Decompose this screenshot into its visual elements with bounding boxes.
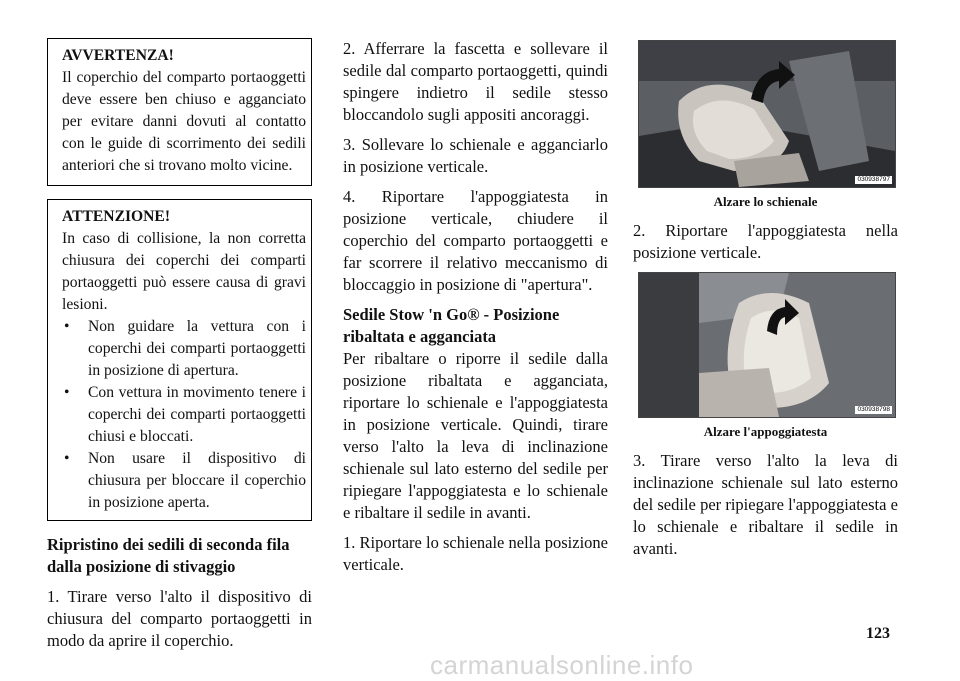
caution-bullet-list [62,316,306,514]
photo-raise-headrest [638,272,896,418]
caution-text: In caso di collisione, la non corretta chiusura dei coperchi dei comparti portaoggetti può essere causa di gravi lesioni. [62,230,306,313]
caution-box [47,199,312,521]
warning-text: Il coperchio del comparto portaoggetti deve essere ben chiuso e agganciato per evitare danni dovuti al contatto con le guide di scorrimento dei sedili anteriori che si trovano molto vicine. [62,69,306,174]
figure-caption-2: Alzare l'appoggiatesta [703,424,828,439]
photo-raise-seatback [638,40,896,188]
tumble-step-2: 2. Riportare l'appoggiatesta nella posizione verticale. [633,221,898,262]
figure-code: 030938797 [857,176,890,183]
caution-bullet: • Non usare il dispositivo di chiusura per bloccare il coperchio in posizione aperta. [62,448,306,514]
tumble-step-1: 1. Riportare lo schienale nella posizione verticale. [343,533,608,574]
warning-heading: AVVERTENZA! [62,47,174,64]
column-left [47,38,312,660]
restore-step-2: 2. Afferrare la fascetta e sollevare il sedile dal comparto portaoggetti, quindi spingere indietro il sedile stesso bloccandolo sugli appositi ancoraggi. [343,39,608,124]
figure-caption-1: Alzare lo schienale [713,194,818,209]
tumble-intro: Per ribaltare o riporre il sedile dalla posizione ribaltata e agganciata, riportare lo schienale e l'appoggiatesta in posizione verticale. Quindi, tirare verso l'alto la leva di inclinazione schienale sul lato esterno del sedile per ripiegare l'appoggiatesta e lo schienale e ribaltare il sedile in avanti. [343,349,608,522]
restore-step-3: 3. Sollevare lo schienale e agganciarlo in posizione verticale. [343,135,608,176]
section-title-restore: Ripristino dei sedili di seconda fila dalla posizione di stivaggio [47,535,290,576]
caution-heading: ATTENZIONE! [62,208,171,225]
column-middle [343,38,608,584]
caution-bullet: • Non guidare la vettura con i coperchi dei comparti portaoggetti in posizione di apertura. [62,316,306,382]
seat-illustration-1 [639,41,895,187]
figure-code: 030938798 [857,406,890,413]
warning-box [47,38,312,186]
caution-bullet: • Con vettura in movimento tenere i coperchi dei comparti portaoggetti chiusi e bloccati. [62,382,306,448]
page-number: 123 [866,625,890,642]
watermark: carmanualsonline.info [430,650,694,680]
column-right [633,40,898,568]
tumble-step-3: 3. Tirare verso l'alto la leva di inclinazione schienale sul lato esterno del sedile per ripiegare l'appoggiatesta e lo schienale e ribaltare il sedile in avanti. [633,451,898,558]
seat-illustration-2 [639,273,895,417]
restore-step-4: 4. Riportare l'appoggiatesta in posizione verticale, chiudere il coperchio del comparto portaoggetti e far scorrere il relativo meccanismo di bloccaggio in posizione di "apertura". [343,187,608,294]
restore-step-1: 1. Tirare verso l'alto il dispositivo di chiusura del comparto portaoggetti in modo da aprire il coperchio. [47,587,312,650]
section-title-tumble: Sedile Stow 'n Go® - Posizione ribaltata e agganciata [343,305,560,346]
